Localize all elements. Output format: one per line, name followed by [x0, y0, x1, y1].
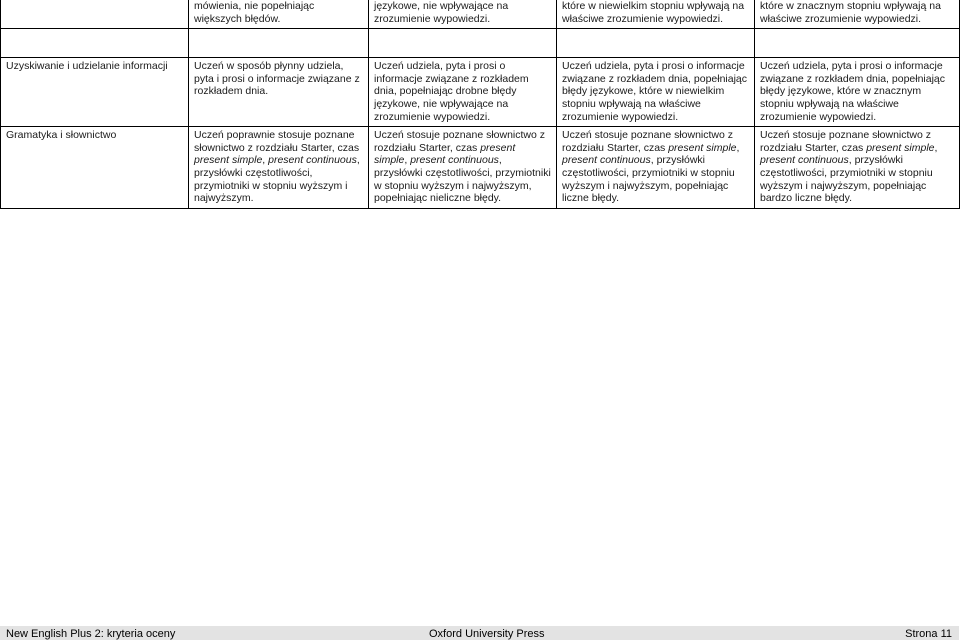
cell-text: , przysłówki częstotliwości, przymiotniki w stopniu wyższym i najwyższym, popełniając liczne błędy.: [562, 154, 735, 205]
table-cell: Uczeń udziela, pyta i prosi o informacje związane z rozkładem dnia, popełniając błędy językowe, które w niewielkim stopniu wpływają na właściwe zrozumienie wypowiedzi.: [557, 58, 755, 127]
table-cell: [189, 127, 369, 209]
footer-title: New English Plus 2: kryteria oceny: [6, 628, 176, 640]
cell-text: , przysłówki częstotliwości, przymiotniki w stopniu wyższym i najwyższym, popełniając nieliczne błędy.: [374, 154, 551, 205]
cell-text: ,: [736, 141, 740, 154]
cell-text: Uczeń poprawnie stosuje poznane słownictwo z rozdziału Starter, czas: [194, 129, 360, 154]
category-label-information: Uzyskiwanie i udzielanie informacji: [1, 58, 189, 127]
table-cell-empty: [369, 29, 557, 58]
footer-publisher: Oxford University Press: [429, 628, 545, 640]
table-cell-category-empty: [1, 0, 189, 29]
tense-term: present simple: [668, 141, 737, 154]
table-cell-empty: [189, 29, 369, 58]
table-row-spacer: [1, 29, 960, 58]
cell-text: Uczeń stosuje poznane słownictwo z rozdziału Starter, czas: [374, 129, 546, 154]
table-cell: Uczeń w sposób płynny udziela, pyta i prosi o informacje związane z rozkładem dnia.: [189, 58, 369, 127]
table-cell: [755, 127, 960, 209]
cell-text: ,: [404, 154, 411, 167]
table-row-information: [1, 58, 960, 127]
criteria-table: [0, 0, 960, 209]
cell-text: , przysłówki częstotliwości, przymiotniki w stopniu wyższym i najwyższym, popełniając bardzo liczne błędy.: [760, 154, 933, 205]
cell-text: Uczeń stosuje poznane słownictwo z rozdziału Starter, czas: [562, 129, 734, 154]
table-row-continued: [1, 0, 960, 29]
table-cell-empty: [755, 29, 960, 58]
category-label-grammar: Gramatyka i słownictwo: [1, 127, 189, 209]
tense-term: present continuous: [268, 154, 357, 167]
tense-term: present continuous: [760, 154, 849, 167]
tense-term: present continuous: [562, 154, 651, 167]
table-row-grammar: [1, 127, 960, 209]
tense-term: present simple: [374, 141, 516, 167]
table-cell: mówienia, nie popełniając większych błędów.: [189, 0, 369, 29]
table-cell: Uczeń udziela, pyta i prosi o informacje związane z rozkładem dnia, popełniając drobne błędy językowe, nie wpływające na zrozumienie wypowiedzi.: [369, 58, 557, 127]
cell-text: ,: [262, 154, 269, 167]
table-cell: [557, 127, 755, 209]
cell-text: ,: [934, 141, 938, 154]
table-cell: Uczeń udziela, pyta i prosi o informacje związane z rozkładem dnia, popełniając błędy językowe, które w znacznym stopniu wpływają na właściwe zrozumienie wypowiedzi.: [755, 58, 960, 127]
table-cell-empty: [1, 29, 189, 58]
table-cell: językowe, nie wpływające na zrozumienie wypowiedzi.: [369, 0, 557, 29]
tense-term: present continuous: [410, 154, 499, 167]
tense-term: present simple: [866, 141, 935, 154]
table-cell: które w znacznym stopniu wpływają na właściwe zrozumienie wypowiedzi.: [755, 0, 960, 29]
table-cell-empty: [557, 29, 755, 58]
page-footer: [0, 626, 959, 640]
table-cell: [369, 127, 557, 209]
footer-page-number: Strona 11: [905, 628, 952, 640]
table-cell: które w niewielkim stopniu wpływają na właściwe zrozumienie wypowiedzi.: [557, 0, 755, 29]
cell-text: , przysłówki częstotliwości, przymiotniki w stopniu wyższym i najwyższym.: [194, 154, 360, 205]
cell-text: Uczeń stosuje poznane słownictwo z rozdziału Starter, czas: [760, 129, 932, 154]
tense-term: present simple: [194, 154, 263, 167]
